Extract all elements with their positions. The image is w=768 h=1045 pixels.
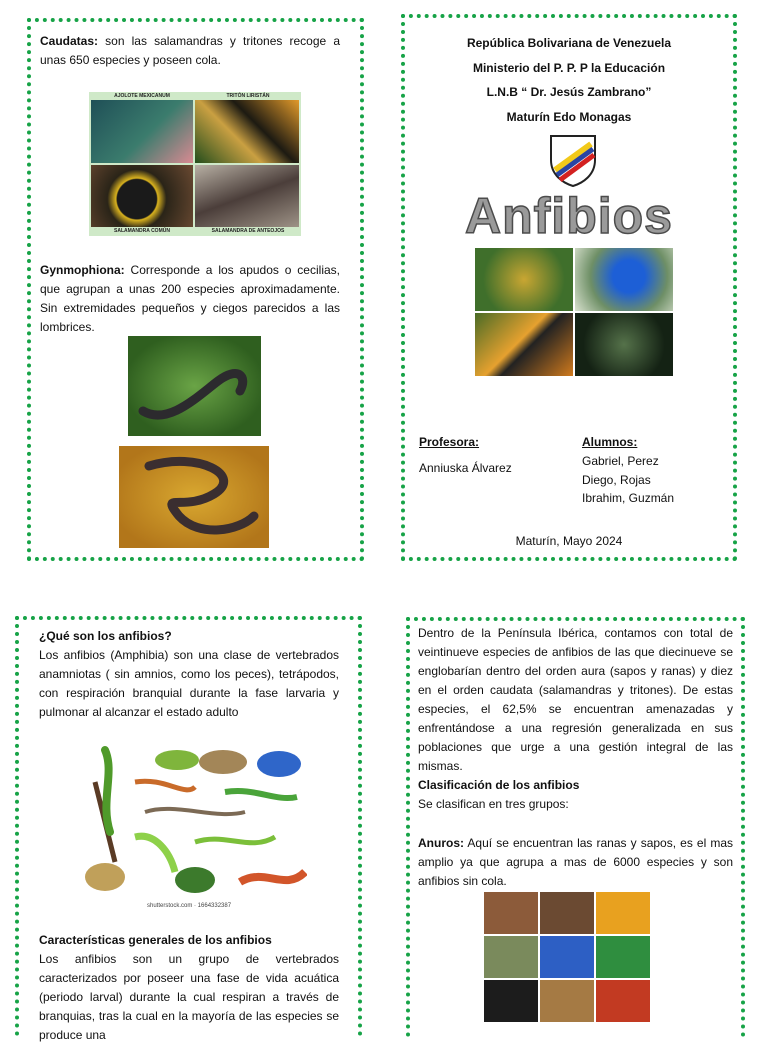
image-watermark: shutterstock.com · 1664332387	[147, 903, 232, 909]
gymno-label: Gynmophiona:	[40, 263, 125, 277]
school-crest-icon	[547, 130, 599, 188]
alumno-1: Gabriel, Perez	[582, 454, 659, 468]
caracteristicas-text: Los anfibios son un grupo de vertebrados caracterizados por poseer una fase de vida acuática (periodo larval) durante la cual respiran a través de branquias, tras la cual en la mayoría de las especies se produce una	[39, 952, 339, 1042]
profesora-name: Anniuska Álvarez	[419, 461, 512, 475]
frog-photo-4	[575, 313, 673, 376]
cover-date: Maturín, Mayo 2024	[515, 534, 623, 548]
img-caption-2: TRITÓN LIRISTÁN	[226, 93, 270, 99]
caecilian-photo-1	[128, 336, 261, 436]
frog-photo-2	[575, 248, 673, 311]
caecilian-photo-2	[119, 446, 269, 548]
que-son-text: Los anfibios (Amphibia) son una clase de vertebrados anamniotas ( sin amnios, como los peces), tetrápodos, con respiración branquial durante la fase larvaria y pulmonar al alcanzar el estado adulto	[39, 648, 339, 719]
panel-clasificacion	[406, 617, 745, 1037]
fire-salamander-photo	[91, 165, 193, 227]
panel-caudatas	[27, 18, 364, 561]
header-line-1: República Bolivariana de Venezuela	[466, 36, 672, 50]
frogs-grid	[484, 892, 652, 1032]
cover-title: Anfibios	[465, 188, 673, 244]
profesora-label: Profesora:	[419, 435, 480, 449]
anuros-text: Aquí se encuentran las ranas y sapos, es el mas amplio ya que agrupa a mas de 6000 especies y son anfibios sin cola.	[418, 836, 733, 888]
gymno-text: Corresponde a los apudos o cecilias, que agrupan a unas 200 especies aproximadamente. Sin extremidades pequeños y ciegos parecidos a las lombrices.	[40, 263, 340, 334]
alumno-2: Diego, Rojas	[582, 473, 651, 487]
alumno-3: Ibrahim, Guzmán	[582, 491, 675, 505]
salamanders-collage	[89, 92, 301, 236]
img-caption-3: SALAMANDRA COMÚN	[114, 228, 170, 234]
caecilian-shape-2	[119, 446, 269, 548]
que-son-title: ¿Qué son los anfibios?	[39, 629, 172, 643]
caecilian-shape-1	[128, 336, 261, 436]
axolotl-photo	[91, 100, 193, 163]
frog-photo-1	[475, 248, 573, 311]
panel-que-son	[15, 616, 362, 1042]
header-line-3: L.N.B “ Dr. Jesús Zambrano”	[486, 85, 652, 99]
frogs-collage	[475, 248, 673, 376]
img-caption-4: SALAMANDRA DE ANTEOJOS	[211, 228, 285, 234]
spectacled-salamander-photo	[195, 165, 299, 227]
alumnos-label: Alumnos:	[582, 435, 638, 449]
img-caption-1: AJOLOTE MEXICANUM	[114, 93, 170, 99]
caudatas-label: Caudatas:	[40, 34, 99, 48]
header-line-2: Ministerio del P. P. P la Educación	[472, 61, 666, 75]
amphibians-illustration	[75, 742, 307, 902]
anuros-label: Anuros:	[418, 836, 464, 850]
intro-paragraph: Dentro de la Península Ibérica, contamos con total de veintinueve especies de anfibios de las que diecinueve se englobarían dentro del orden aura (sapos y ranas) y diez en el orden caudata (salamandras y tritones). De estas especies, el 62,5% se encuentran amenazadas y enfrentándose a una regresión generalizada en sus poblaciones que urge a una gestión integral de las mismas.	[418, 626, 733, 773]
header-line-4: Maturín Edo Monagas	[506, 110, 632, 124]
clasificacion-text: Se clasifican en tres grupos:	[418, 797, 569, 811]
caudatas-text: son las salamandras y tritones recoge a unas 650 especies y poseen cola.	[40, 34, 340, 67]
panel-cover	[401, 14, 737, 561]
caracteristicas-title: Características generales de los anfibios	[39, 933, 272, 947]
frog-photo-3	[475, 313, 573, 376]
caudatas-paragraph	[40, 32, 340, 70]
gymnophiona-paragraph	[40, 261, 340, 337]
triton-photo	[195, 100, 299, 163]
anuros-paragraph	[418, 834, 733, 891]
clasificacion-title: Clasificación de los anfibios	[418, 778, 580, 792]
